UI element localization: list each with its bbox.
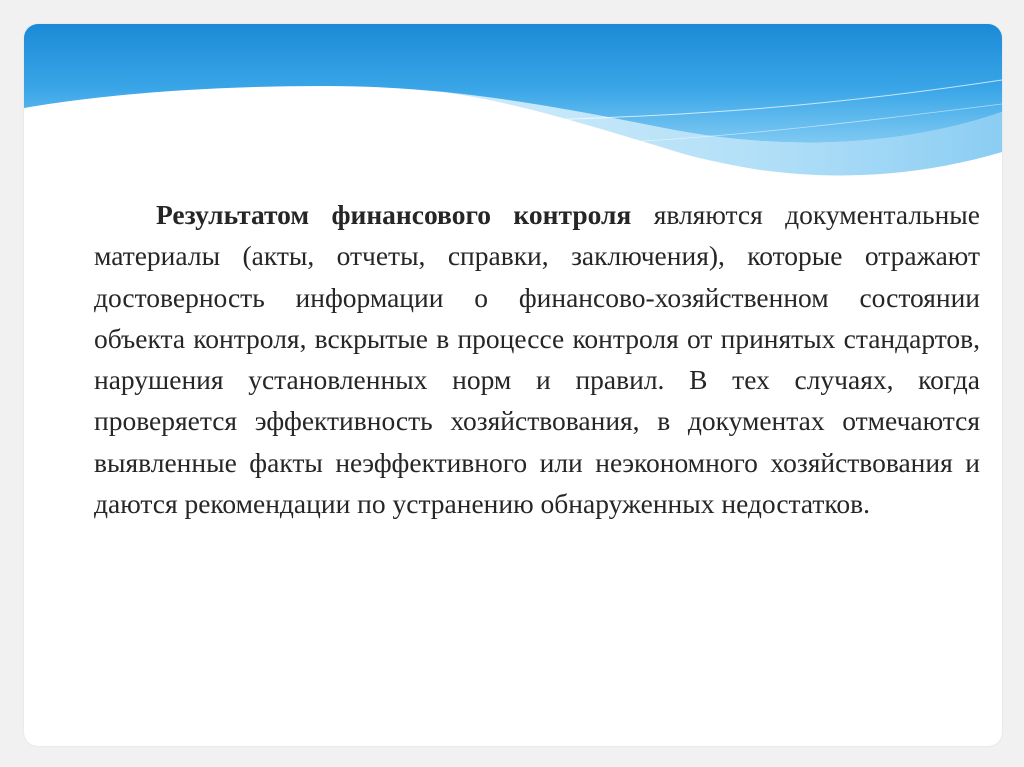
slide bbox=[24, 24, 1002, 746]
wave-band bbox=[24, 24, 1002, 143]
main-paragraph bbox=[94, 194, 980, 524]
header-wave-decoration bbox=[24, 24, 1002, 204]
paragraph-lead-bold: Результатом финансового контроля bbox=[156, 199, 632, 230]
paragraph-body: являются документальные материалы (акты, отчеты, справки, заключения), которые отражают достоверность информации о финансово-хозяйственном состоянии объекта контроля, вскрытые в процессе контроля от принятых стандартов, нарушения установленных норм и правил. В тех случаях, когда проверяется эффективность хозяйствования, в документах отмечаются выявленные факты неэффективного или неэкономного хозяйствования и даются рекомендации по устранению обнаруженных недостатков. bbox=[94, 199, 980, 520]
